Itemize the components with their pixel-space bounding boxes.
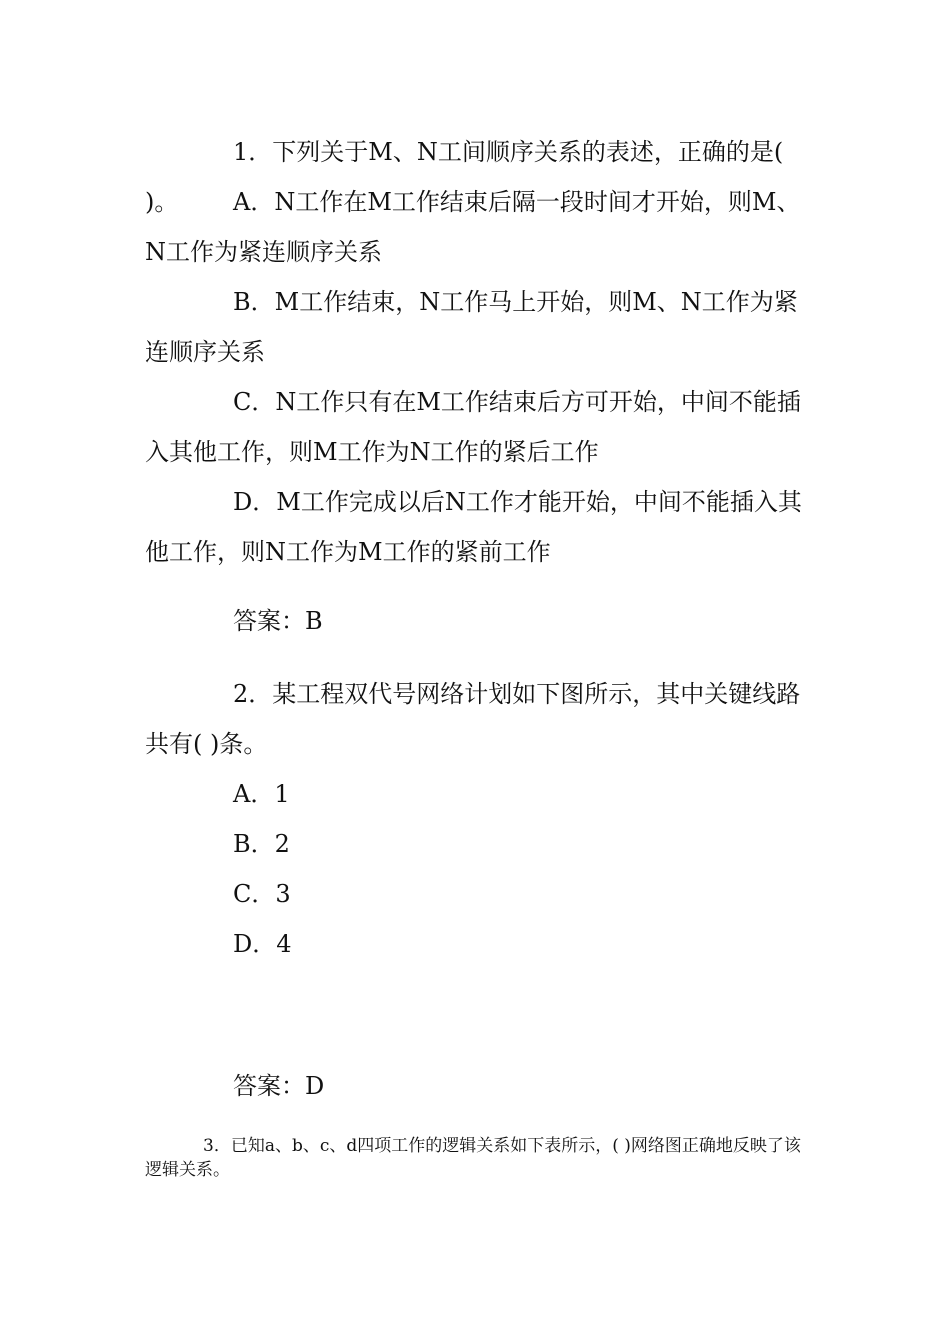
question-3-stem: 3．已知a、b、c、d四项工作的逻辑关系如下表所示，( )网络图正确地反映了该逻辑关系。 <box>145 1136 801 1180</box>
question-2-option-d: D．4 <box>233 930 292 958</box>
question-2-option-c: C．3 <box>233 880 291 908</box>
question-2-answer: 答案：D <box>233 1072 325 1100</box>
question-2-option-a: A．1 <box>233 780 290 808</box>
question-1-option-d: D．M工作完成以后N工作才能开始，中间不能插入其他工作，则N工作为M工作的紧前工作 <box>145 488 802 566</box>
question-1-option-a: A．N工作在M工作结束后隔一段时间才开始，则M、N工作为紧连顺序关系 <box>145 188 801 266</box>
question-1-option-b: B．M工作结束，N工作马上开始，则M、N工作为紧连顺序关系 <box>145 288 798 366</box>
question-2-stem: 2．某工程双代号网络计划如下图所示，其中关键线路共有( )条。 <box>145 680 801 758</box>
question-2-option-b: B．2 <box>233 830 290 858</box>
question-1-answer: 答案：B <box>233 607 323 635</box>
question-1-stem: 1．下列关于M、N工间顺序关系的表述，正确的是( )。 <box>145 138 784 216</box>
question-1-option-c: C．N工作只有在M工作结束后方可开始，中间不能插入其他工作，则M工作为N工作的紧后工作 <box>145 388 801 466</box>
